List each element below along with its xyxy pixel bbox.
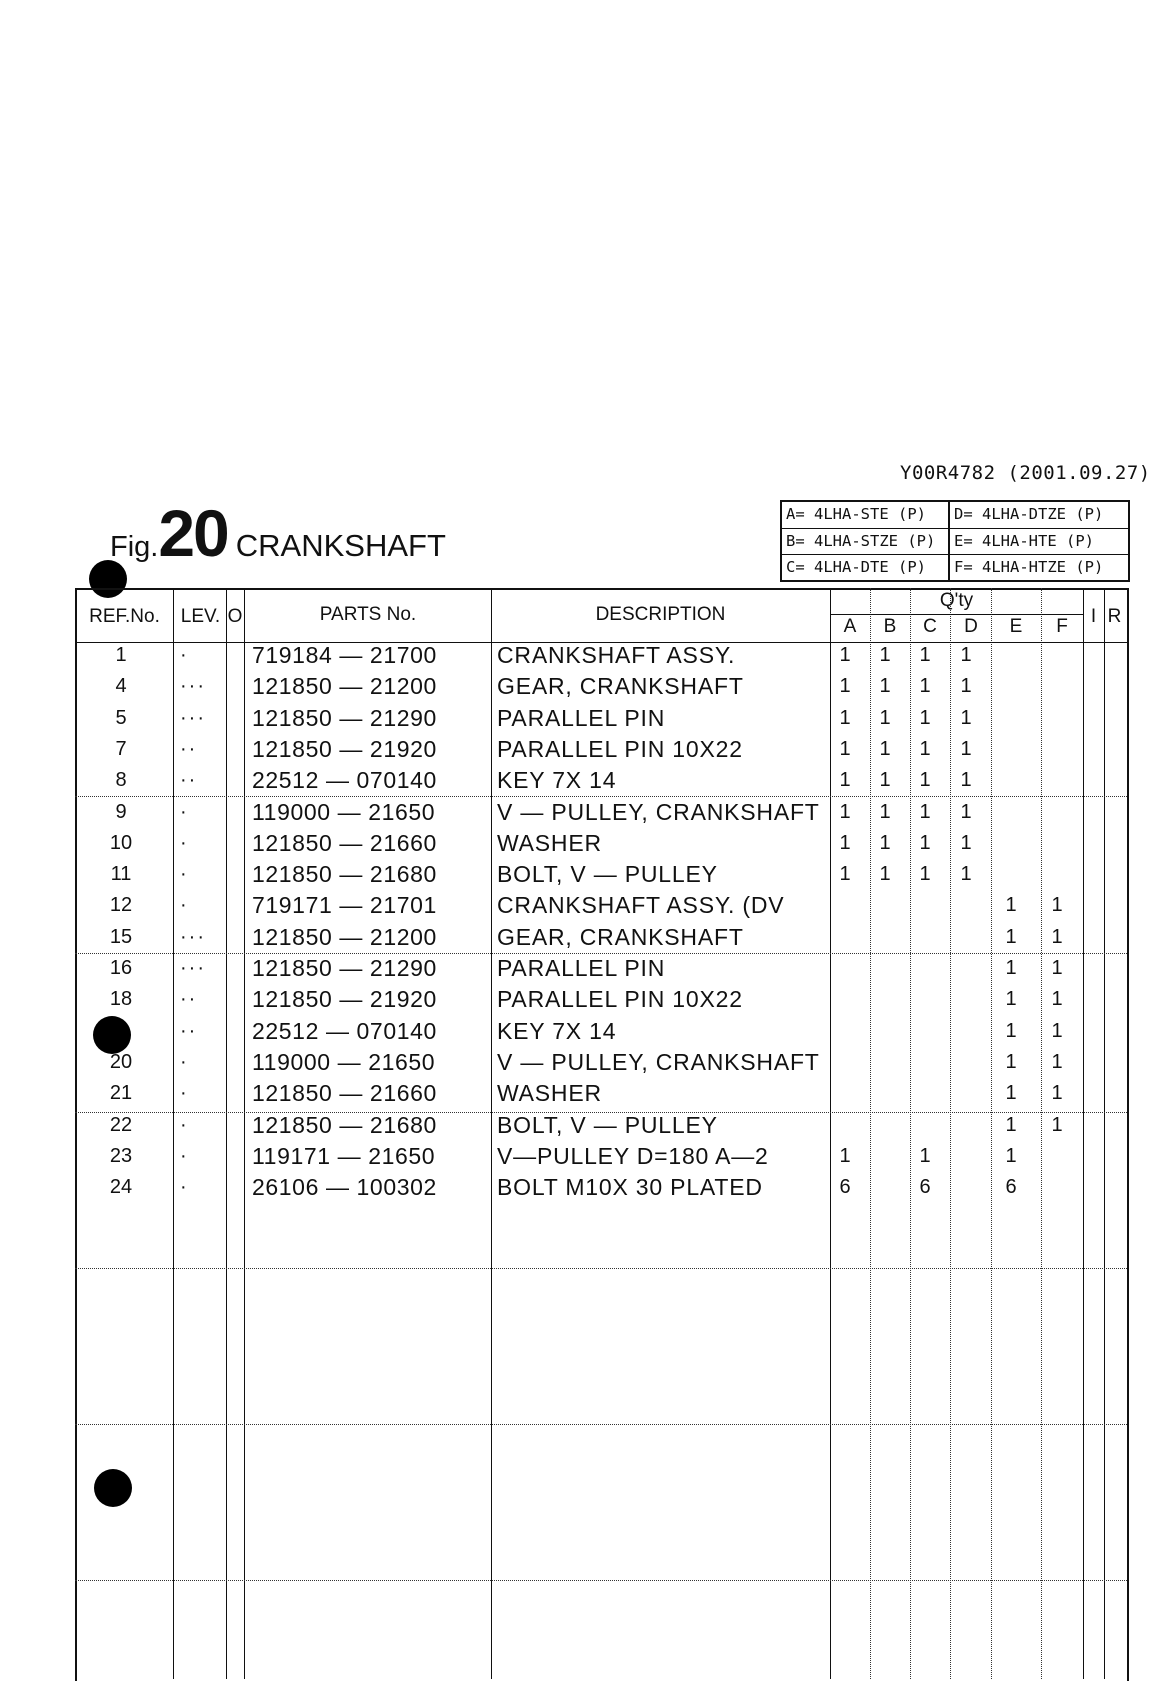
cell-qty-d: 1 bbox=[960, 737, 972, 760]
cell-qty-e: 1 bbox=[1005, 1144, 1017, 1167]
cell-description: CRANKSHAFT ASSY. (DV bbox=[497, 892, 785, 919]
cell-ref-no: 22 bbox=[109, 1113, 133, 1136]
cell-level: ··· bbox=[180, 957, 206, 979]
cell-qty-e: 1 bbox=[1005, 1050, 1017, 1073]
cell-ref-no: 24 bbox=[109, 1176, 133, 1199]
cell-qty-b: 1 bbox=[879, 831, 891, 854]
cell-ref-no: 7 bbox=[115, 737, 127, 760]
cell-qty-f bbox=[1042, 1172, 1072, 1203]
cell-ref-no: 10 bbox=[109, 831, 133, 854]
cell-qty-e: 1 bbox=[1005, 894, 1017, 917]
cell-description: BOLT, V — PULLEY bbox=[497, 1111, 718, 1138]
header-o: O bbox=[227, 606, 243, 627]
cell-part-no: 121850 — 21290 bbox=[252, 704, 437, 731]
rule-qty-i bbox=[1083, 588, 1084, 1679]
cell-qty-e: 1 bbox=[1005, 1019, 1017, 1042]
cell-qty-c bbox=[910, 953, 940, 984]
cell-description: V—PULLEY D=180 A—2 bbox=[497, 1142, 769, 1169]
cell-qty-b: 1 bbox=[879, 644, 891, 666]
cell-description: V — PULLEY, CRANKSHAFT bbox=[497, 798, 820, 825]
cell-qty-f bbox=[1042, 703, 1072, 734]
cell-qty-d: 1 bbox=[960, 769, 972, 792]
cell-description: WASHER bbox=[497, 1080, 602, 1107]
cell-part-no: 119171 — 21650 bbox=[252, 1142, 436, 1169]
cell-description: GEAR, CRANKSHAFT bbox=[497, 673, 744, 700]
cell-level: · bbox=[180, 1176, 189, 1199]
cell-qty-d bbox=[951, 1141, 981, 1172]
cell-qty-e bbox=[996, 859, 1026, 890]
rule-o-parts bbox=[244, 588, 245, 1679]
header-qty-c: C bbox=[923, 616, 937, 637]
cell-part-no: 119000 — 21650 bbox=[252, 798, 436, 825]
cell-qty-e bbox=[996, 640, 1026, 671]
cell-qty-b: 1 bbox=[879, 863, 891, 886]
cell-qty-f bbox=[1042, 1141, 1072, 1172]
cell-level: · bbox=[180, 1050, 189, 1073]
cell-ref-no: 4 bbox=[115, 675, 127, 698]
cell-qty-d: 1 bbox=[960, 800, 972, 823]
cell-part-no: 26106 — 100302 bbox=[252, 1174, 437, 1201]
model-legend-c: C= 4LHA-DTE (P) bbox=[782, 554, 950, 580]
cell-qty-b: 1 bbox=[879, 675, 891, 698]
cell-qty-a: 1 bbox=[839, 831, 851, 854]
cell-qty-a bbox=[830, 984, 860, 1015]
cell-ref-no: 21 bbox=[109, 1082, 133, 1105]
cell-part-no: 22512 — 070140 bbox=[252, 1017, 437, 1044]
cell-description: V — PULLEY, CRANKSHAFT bbox=[497, 1048, 820, 1075]
rule-ref-lev bbox=[173, 588, 174, 1679]
header-ref-no: REF.No. bbox=[89, 606, 160, 627]
cell-part-no: 121850 — 21200 bbox=[252, 673, 437, 700]
cell-ref-no: 1 bbox=[115, 644, 127, 666]
cell-qty-e: 1 bbox=[1005, 925, 1017, 948]
cell-qty-f bbox=[1042, 797, 1072, 828]
cell-description: KEY 7X 14 bbox=[497, 1017, 617, 1044]
header-qty-b: B bbox=[883, 616, 897, 637]
cell-qty-b bbox=[870, 1141, 900, 1172]
cell-qty-b bbox=[870, 1110, 900, 1141]
cell-qty-b bbox=[870, 1172, 900, 1203]
cell-part-no: 121850 — 21680 bbox=[252, 861, 437, 888]
rule-group-4 bbox=[75, 1268, 1127, 1269]
cell-description: PARALLEL PIN 10X22 bbox=[497, 986, 743, 1013]
cell-qty-d bbox=[951, 1016, 981, 1047]
cell-part-no: 121850 — 21920 bbox=[252, 735, 437, 762]
cell-qty-f bbox=[1042, 859, 1072, 890]
header-description: DESCRIPTION bbox=[595, 604, 726, 625]
cell-level: · bbox=[180, 831, 189, 854]
cell-qty-a: 1 bbox=[839, 800, 851, 823]
cell-part-no: 121850 — 21680 bbox=[252, 1111, 437, 1138]
cell-qty-f: 1 bbox=[1051, 894, 1063, 917]
cell-qty-f bbox=[1042, 765, 1072, 796]
cell-qty-c bbox=[910, 1016, 940, 1047]
cell-qty-f: 1 bbox=[1051, 1082, 1063, 1105]
cell-qty-e: 1 bbox=[1005, 957, 1017, 979]
cell-level: ·· bbox=[180, 769, 198, 792]
cell-qty-a bbox=[830, 1016, 860, 1047]
cell-level: · bbox=[180, 1082, 189, 1105]
cell-description: PARALLEL PIN 10X22 bbox=[497, 735, 743, 762]
cell-qty-b: 1 bbox=[879, 800, 891, 823]
cell-qty-e bbox=[996, 797, 1026, 828]
cell-qty-c: 6 bbox=[919, 1176, 931, 1199]
model-legend-a: A= 4LHA-STE (P) bbox=[782, 502, 950, 528]
header-qty-d: D bbox=[964, 616, 978, 637]
cell-ref-no: 8 bbox=[115, 769, 127, 792]
cell-qty-a: 1 bbox=[839, 1144, 851, 1167]
cell-level: ··· bbox=[180, 925, 206, 948]
rule-qty-de bbox=[991, 588, 992, 1679]
cell-qty-d: 1 bbox=[960, 706, 972, 729]
cell-qty-e bbox=[996, 703, 1026, 734]
cell-qty-f: 1 bbox=[1051, 1113, 1063, 1136]
cell-qty-f: 1 bbox=[1051, 925, 1063, 948]
cell-qty-c bbox=[910, 984, 940, 1015]
cell-level: ·· bbox=[180, 988, 198, 1011]
header-parts-no: PARTS No. bbox=[319, 604, 417, 625]
cell-description: CRANKSHAFT ASSY. bbox=[497, 642, 736, 668]
model-legend-e: E= 4LHA-HTE (P) bbox=[950, 528, 1128, 554]
cell-qty-d bbox=[951, 953, 981, 984]
cell-part-no: 121850 — 21290 bbox=[252, 955, 437, 981]
cell-qty-d bbox=[951, 1110, 981, 1141]
rule-qty-header bbox=[830, 614, 1083, 615]
cell-qty-d bbox=[951, 984, 981, 1015]
cell-part-no: 719171 — 21701 bbox=[252, 892, 437, 919]
cell-part-no: 22512 — 070140 bbox=[252, 767, 437, 794]
cell-qty-f bbox=[1042, 734, 1072, 765]
cell-qty-a: 1 bbox=[839, 769, 851, 792]
cell-qty-e bbox=[996, 671, 1026, 702]
cell-description: BOLT M10X 30 PLATED bbox=[497, 1174, 763, 1201]
rule-i-r bbox=[1104, 588, 1105, 1679]
model-legend-d: D= 4LHA-DTZE (P) bbox=[954, 505, 1104, 523]
cell-qty-b bbox=[870, 984, 900, 1015]
cell-qty-a bbox=[830, 922, 860, 953]
cell-qty-c: 1 bbox=[919, 644, 931, 666]
cell-qty-a: 6 bbox=[839, 1176, 851, 1199]
cell-qty-b bbox=[870, 1016, 900, 1047]
cell-qty-a bbox=[830, 1110, 860, 1141]
figure-name: CRANKSHAFT bbox=[235, 528, 446, 563]
cell-qty-c: 1 bbox=[919, 1144, 931, 1167]
cell-qty-c: 1 bbox=[919, 675, 931, 698]
cell-qty-f: 1 bbox=[1051, 1019, 1063, 1042]
cell-qty-b bbox=[870, 1047, 900, 1078]
cell-description: WASHER bbox=[497, 829, 602, 856]
cell-qty-a: 1 bbox=[839, 737, 851, 760]
cell-qty-c: 1 bbox=[919, 737, 931, 760]
cell-qty-a: 1 bbox=[839, 644, 851, 666]
cell-part-no: 719184 — 21700 bbox=[252, 642, 437, 668]
cell-qty-b bbox=[870, 1078, 900, 1109]
cell-description: KEY 7X 14 bbox=[497, 767, 617, 794]
cell-qty-b bbox=[870, 922, 900, 953]
header-qty-e: E bbox=[1009, 616, 1023, 637]
cell-description: PARALLEL PIN bbox=[497, 955, 666, 981]
cell-ref-no: 16 bbox=[109, 957, 133, 979]
cell-qty-c: 1 bbox=[919, 706, 931, 729]
cell-qty-d bbox=[951, 922, 981, 953]
cell-qty-d bbox=[951, 890, 981, 921]
cell-qty-f: 1 bbox=[1051, 1050, 1063, 1073]
cell-qty-e: 1 bbox=[1005, 1113, 1017, 1136]
cell-qty-d bbox=[951, 1172, 981, 1203]
cell-qty-a bbox=[830, 953, 860, 984]
cell-ref-no: 23 bbox=[109, 1144, 133, 1167]
header-lev: LEV. bbox=[180, 606, 221, 627]
cell-qty-c bbox=[910, 1047, 940, 1078]
cell-qty-a bbox=[830, 1047, 860, 1078]
cell-qty-f bbox=[1042, 640, 1072, 671]
cell-qty-f: 1 bbox=[1051, 957, 1063, 979]
cell-qty-c bbox=[910, 1110, 940, 1141]
cell-level: · bbox=[180, 863, 189, 886]
model-legend-f: F= 4LHA-HTZE (P) bbox=[950, 554, 1128, 580]
cell-qty-a bbox=[830, 1078, 860, 1109]
cell-qty-c: 1 bbox=[919, 831, 931, 854]
cell-level: ··· bbox=[180, 675, 206, 698]
cell-ref-no: 15 bbox=[109, 925, 133, 948]
cell-ref-no: 9 bbox=[115, 800, 127, 823]
cell-part-no: 121850 — 21660 bbox=[252, 1080, 437, 1107]
cell-ref-no: 11 bbox=[110, 863, 132, 886]
cell-ref-no: 12 bbox=[109, 894, 133, 917]
rule-group-6 bbox=[75, 1580, 1127, 1581]
cell-qty-a bbox=[830, 890, 860, 921]
cell-qty-e: 6 bbox=[1005, 1176, 1017, 1199]
cell-qty-c: 1 bbox=[919, 800, 931, 823]
cell-level: · bbox=[180, 644, 189, 666]
cell-description: BOLT, V — PULLEY bbox=[497, 861, 718, 888]
cell-level: ·· bbox=[180, 1019, 198, 1042]
document-code: Y00R4782 (2001.09.27) bbox=[900, 462, 1151, 484]
rule-group-5 bbox=[75, 1424, 1127, 1425]
cell-ref-no: 5 bbox=[115, 706, 127, 729]
cell-ref-no: 20 bbox=[109, 1050, 133, 1073]
cell-qty-d bbox=[951, 1047, 981, 1078]
figure-number: 20 bbox=[158, 496, 228, 570]
model-legend bbox=[780, 500, 1130, 582]
header-r: R bbox=[1107, 606, 1122, 627]
cell-qty-d bbox=[951, 1078, 981, 1109]
cell-description: GEAR, CRANKSHAFT bbox=[497, 923, 744, 950]
header-qty: Q'ty bbox=[939, 590, 974, 611]
cell-qty-c: 1 bbox=[919, 769, 931, 792]
rule-parts-desc bbox=[491, 588, 492, 1679]
cell-ref-no bbox=[86, 1016, 156, 1047]
cell-qty-e bbox=[996, 828, 1026, 859]
cell-qty-b bbox=[870, 953, 900, 984]
cell-qty-a: 1 bbox=[839, 863, 851, 886]
cell-qty-e: 1 bbox=[1005, 1082, 1017, 1105]
cell-qty-e bbox=[996, 734, 1026, 765]
header-qty-f: F bbox=[1056, 616, 1068, 637]
cell-part-no: 121850 — 21660 bbox=[252, 829, 437, 856]
cell-qty-b: 1 bbox=[879, 769, 891, 792]
cell-qty-e: 1 bbox=[1005, 988, 1017, 1011]
cell-qty-b: 1 bbox=[879, 706, 891, 729]
cell-level: ·· bbox=[180, 737, 198, 760]
header-qty-a: A bbox=[843, 616, 857, 637]
cell-qty-d: 1 bbox=[960, 675, 972, 698]
header-i: I bbox=[1090, 606, 1097, 627]
cell-part-no: 121850 — 21920 bbox=[252, 986, 437, 1013]
cell-level: ··· bbox=[180, 706, 206, 729]
rule-lev-o bbox=[226, 588, 227, 1679]
cell-qty-c bbox=[910, 890, 940, 921]
cell-qty-f bbox=[1042, 671, 1072, 702]
cell-qty-c bbox=[910, 1078, 940, 1109]
cell-qty-d: 1 bbox=[960, 863, 972, 886]
cell-description: PARALLEL PIN bbox=[497, 704, 666, 731]
model-legend-b: B= 4LHA-STZE (P) bbox=[782, 528, 950, 554]
cell-part-no: 121850 — 21200 bbox=[252, 923, 437, 950]
cell-qty-b: 1 bbox=[879, 737, 891, 760]
cell-level: · bbox=[180, 894, 189, 917]
cell-ref-no: 18 bbox=[109, 988, 133, 1011]
cell-qty-d: 1 bbox=[960, 644, 972, 666]
cell-level: · bbox=[180, 1144, 189, 1167]
cell-qty-d: 1 bbox=[960, 831, 972, 854]
figure-prefix: Fig. bbox=[110, 531, 159, 563]
cell-qty-e bbox=[996, 765, 1026, 796]
cell-part-no: 119000 — 21650 bbox=[252, 1048, 436, 1075]
cell-qty-b bbox=[870, 890, 900, 921]
cell-qty-f bbox=[1042, 828, 1072, 859]
figure-title bbox=[110, 496, 446, 580]
cell-qty-c bbox=[910, 922, 940, 953]
cell-qty-c: 1 bbox=[919, 863, 931, 886]
cell-qty-a: 1 bbox=[839, 675, 851, 698]
cell-level: · bbox=[180, 800, 189, 823]
cell-qty-a: 1 bbox=[839, 706, 851, 729]
cell-qty-f: 1 bbox=[1051, 988, 1063, 1011]
cell-level: · bbox=[180, 1113, 189, 1136]
